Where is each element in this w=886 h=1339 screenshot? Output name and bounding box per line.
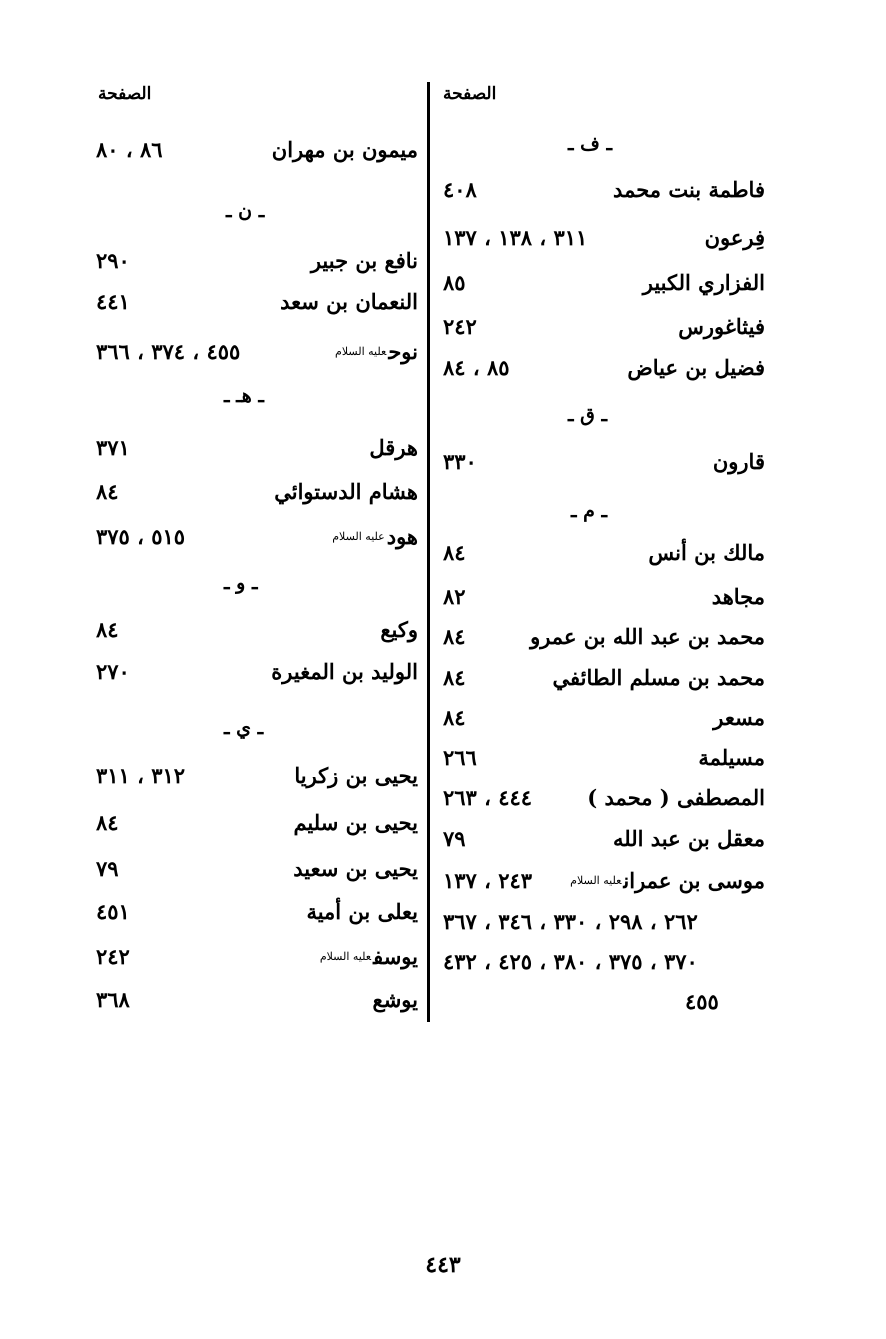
entry-pages: ٨٥ ، ٨٤ [443,355,510,380]
entry-pages: ٨٤ [443,705,466,730]
index-entry [96,652,418,692]
entry-pages: ٢٦٢ ، ٢٩٨ ، ٣٣٠ ، ٣٤٦ ، ٣٦٧ [443,909,698,934]
index-entry [443,617,765,657]
entry-name: المصطفى ( محمد ) [587,785,765,810]
entry-pages: ٢٦٦ [443,745,477,770]
honorific-text: عليه السلام [335,345,387,358]
entry-pages: ٨٥ [443,270,466,295]
entry-name: يحيى بن سليم [293,810,418,835]
honorific-text: عليه السلام [319,950,372,963]
entry-pages: ٣٣٠ [443,449,477,474]
entry-name: النعمان بن سعد [280,289,418,314]
entry-pages: ٢٩٠ [96,248,130,273]
entry-name-text: هود [386,524,418,549]
index-entry [443,577,765,617]
section-letter-mim: ـ م ـ [571,500,608,522]
entry-pages: ٤٤٤ ، ٢٦٣ [443,785,533,810]
index-entry [96,892,418,932]
entry-name: فِرعون [704,225,765,250]
index-entry [96,610,418,650]
entry-pages: ٥١٥ ، ٣٧٥ [96,524,186,549]
index-entry [443,263,765,303]
entry-name: مالك بن أنس [648,540,765,565]
entry-pages: ٨٤ [443,540,466,565]
index-entry [443,170,765,210]
entry-name: وكيع [380,617,418,642]
entry-name: الوليد بن المغيرة [271,659,418,684]
entry-pages: ٢٤٣ ، ١٣٧ [443,868,533,893]
index-entry [443,442,765,482]
entry-name: فضيل بن عياض [627,355,765,380]
honorific-text: عليه السلام [332,530,385,543]
entry-name: مسعر [713,705,765,730]
entry-name: فيثاغورس [678,314,765,339]
pages-continuation-line [443,942,765,982]
section-letter-ha: ـ هـ ـ [224,385,264,407]
index-entry [96,849,418,889]
entry-name: يحيى بن زكريا [294,763,418,788]
index-entry [96,937,418,977]
entry-pages: ٣١١ ، ١٣٨ ، ١٣٧ [443,225,588,250]
page-header-right: الصفحة [443,84,497,104]
entry-pages: ٢٧٠ [96,659,130,684]
index-entry [96,517,418,557]
entry-pages: ٣٧١ [96,435,130,460]
entry-name: نافع بن جبير [310,248,418,273]
entry-name: محمد بن مسلم الطائفي [552,665,765,690]
entry-pages: ٣١٢ ، ٣١١ [96,763,186,788]
entry-name: ميمون بن مهران [271,137,418,162]
entry-pages: ٢٤٢ [443,314,477,339]
index-entry [443,819,765,859]
entry-pages: ٨٦ ، ٨٠ [96,137,163,162]
entry-name-text: نوح [388,339,418,364]
entry-pages: ٨٤ [443,665,466,690]
entry-name [328,517,418,557]
index-entry [443,861,765,901]
entry-pages: ٢٤٢ [96,944,130,969]
entry-name-text: موسى بن عمران [623,868,765,893]
section-letter-fa: ـ ف ـ [568,133,613,155]
entry-name [316,937,418,977]
index-entry [443,307,765,347]
index-entry [96,241,418,281]
index-entry [96,472,418,512]
entry-name-text: يوسف [373,944,418,969]
page-header-left: الصفحة [98,84,152,104]
entry-pages: ٣٧٠ ، ٣٧٥ ، ٣٨٠ ، ٤٢٥ ، ٤٣٢ [443,949,698,974]
entry-pages: ٤٤١ [96,289,130,314]
entry-pages: ٧٩ [96,856,119,881]
entry-name: هشام الدستوائي [274,479,418,504]
entry-pages: ٤٥٥ [685,989,719,1014]
entry-pages: ٤٠٨ [443,177,477,202]
honorific-text: عليه السلام [570,874,622,887]
entry-name: مسيلمة [698,745,765,770]
entry-name: محمد بن عبد الله بن عمرو [530,624,765,649]
index-entry [96,428,418,468]
index-entry [96,803,418,843]
entry-name: معقل بن عبد الله [612,826,765,851]
section-letter-nun: ـ ن ـ [226,200,265,222]
pages-continuation-line [443,982,765,1022]
index-entry [443,698,765,738]
entry-name: هرقل [369,435,418,460]
index-entry [96,130,418,170]
entry-pages: ٨٢ [443,584,466,609]
entry-name [331,332,418,372]
index-entry [443,218,765,258]
section-letter-qaf: ـ ق ـ [568,404,608,426]
entry-pages: ٤٥٥ ، ٣٧٤ ، ٣٦٦ [96,339,241,364]
section-letter-ya: ـ ي ـ [224,717,264,739]
entry-pages: ٨٤ [443,624,466,649]
entry-name: مجاهد [711,584,765,609]
right-column [443,0,765,1339]
entry-name: فاطمة بنت محمد [613,177,765,202]
entry-pages: ٧٩ [443,826,466,851]
column-divider [427,82,430,1022]
index-entry [443,738,765,778]
index-entry [443,778,765,818]
index-entry [96,980,418,1020]
entry-pages: ٨٤ [96,479,119,504]
entry-pages: ٨٤ [96,810,119,835]
entry-name: الفزاري الكبير [642,270,765,295]
page-number: ٤٤٣ [425,1252,461,1278]
entry-name: يحيى بن سعيد [293,856,418,881]
pages-continuation-line [443,902,765,942]
section-letter-waw: ـ و ـ [224,572,258,594]
entry-name [566,861,765,901]
index-entry [443,533,765,573]
index-entry [96,756,418,796]
entry-name: يعلى بن أمية [306,899,418,924]
left-column [96,0,418,1339]
entry-pages: ٣٦٨ [96,987,130,1012]
index-entry [96,282,418,322]
entry-pages: ٤٥١ [96,899,130,924]
index-entry [96,332,418,372]
entry-name: يوشع [372,987,418,1012]
index-entry [443,348,765,388]
index-entry [443,658,765,698]
entry-pages: ٨٤ [96,617,119,642]
entry-name: قارون [712,449,765,474]
